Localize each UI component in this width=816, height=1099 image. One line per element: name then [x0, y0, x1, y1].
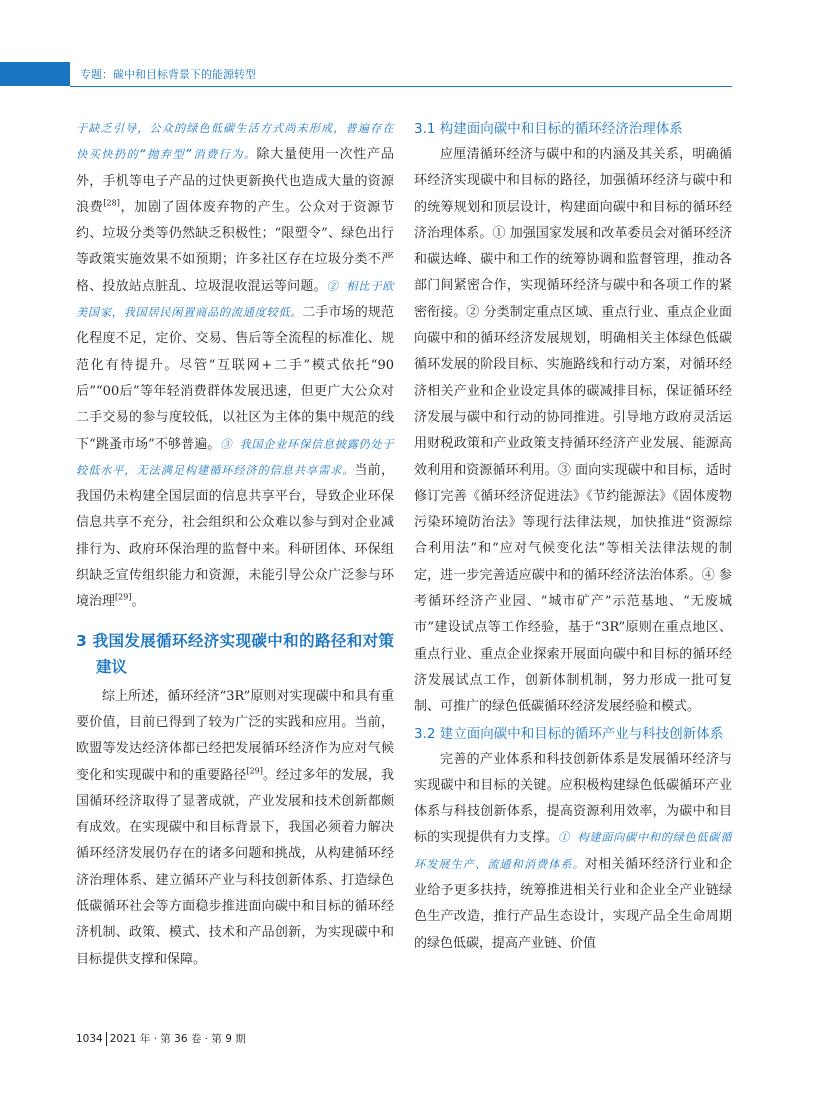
right-column — [414, 116, 732, 957]
highlighted-text: ① 构建面向碳中和的绿色低碳循环发展生产、流通和消费体系。 — [414, 831, 732, 871]
body-text: 。经过多年的发展，我国循环经济取得了显著成就，产业发展和技术创新都颇有成效。在实现碳中和目标背景下，我国必须着力解决循环经济发展仍存在的诸多问题和挑战，从构建循环经济治理体系、建立循环产业与科技创新体系、打造绿色低碳循环社会等方面稳步推进面向碳中和目标的循环经济机制、政策、模式、技术和产品创新，为实现碳中和目标提供支撑和保障。 — [76, 767, 394, 967]
citation-ref: [29] — [115, 593, 132, 603]
body-text: 。 — [131, 594, 145, 610]
header-rule — [70, 86, 732, 87]
citation-ref: [28] — [103, 198, 120, 208]
header-title: 专题：碳中和目标背景下的能源转型 — [80, 68, 256, 81]
section-heading: 3 我国发展循环经济实现碳中和的路径和对策建议 — [76, 631, 394, 676]
highlighted-text: ② 相比于欧美国家，我国居民闲置商品的流通度较低。 — [76, 279, 394, 320]
page-footer — [76, 1031, 246, 1046]
paragraph — [76, 684, 394, 973]
body-text: 完善的产业体系和科技创新体系是发展循环经济与实现碳中和目标的关键。应积极构建绿色低碳循环产业体系与科技创新体系，提高资源利用效率，为碳中和目标的实现提供有力支撑。 — [414, 751, 732, 846]
body-text: 二手市场的规范化程度不足，定价、交易、售后等全流程的标准化、规范化有待提升。尽管“互联网+二手”模式依托“90后”“00后”等年轻消费群体发展迅速，但更广大公众对二手交易的参与度较低，以社区为主体的集中规范的线下“跳蚤市场”不够普遍。 — [76, 305, 394, 452]
subsection-heading: 3.2 建立面向碳中和目标的循环产业与科技创新体系 — [414, 725, 724, 742]
subsection-heading: 3.1 构建面向碳中和目标的循环经济治理体系 — [414, 121, 683, 137]
body-text: 综上所述，循环经济“3R”原则对实现碳中和具有重要价值，目前已得到了较为广泛的实践和应用。当前，欧盟等发达经济体都已经把发展循环经济作为应对气候变化和实现碳中和的重要路径 — [76, 688, 394, 783]
header-accent-bar — [0, 62, 70, 86]
body-text: 当前，我国仍未构建全国层面的信息共享平台，导致企业环保信息共享不充分，社会组织和公众难以参与到对企业减排行为、政府环保治理的监督中来。科研团体、环保组织缺乏宣传组织能力和资源，未能引导公众广泛参与环境治理 — [76, 462, 394, 610]
paragraph — [76, 116, 394, 616]
paragraph — [414, 142, 732, 721]
highlighted-text: 于缺乏引导，公众的绿色低碳生活方式尚未形成，普遍存在快买快扔的“抛弃型”消费行为。 — [76, 122, 394, 162]
body-text: 应厘清循环经济与碳中和的内涵及其关系，明确循环经济实现碳中和目标的路径，加强循环经济与碳中和的统筹规划和顶层设计，构建面向碳中和目标的循环经济治理体系。① 加强国家发展和改革委员会对循环经济和碳达峰、碳中和工作的统筹协调和监督管理，推动各部门间紧密合作，实现循环经济与碳中和各项工作的紧密衔接。② 分类制定重点区域、重点行业、重点企业面向碳中和的循环经济发展规划，明确相关主体绿色低碳循环发展的阶段目标、实施路线和行动方案，对循环经济相关产业和企业设定具体的碳减排目标，保证循环经济发展与碳中和行动的协同推进。引导地方政府灵活运用财税政策和产业政策支持循环经济产业发展、能源高效利用和资源循环利用。③ 面向实现碳中和目标，适时修订完善《循环经济促进法》《节约能源法》《固体废物污染环境防治法》等现行法律法规，加快推进“资源综合利用法”和“应对气候变化法”等相关法律法规的制定，进一步完善适应碳中和的循环经济法治体系。④ 参考循环经济产业园、“城市矿产”示范基地、“无废城市”建设试点等工作经验，基于“3R”原则在重点地区、重点行业、重点企业探索开展面向碳中和目标的循环经济发展试点工作，创新体制机制，努力形成一批可复制、可推广的绿色低碳循环经济发展经验和模式。 — [414, 147, 732, 715]
issue-info: 2021 年 · 第 36 卷 · 第 9 期 — [109, 1033, 246, 1045]
highlighted-text: ③ 我国企业环保信息披露仍处于较低水平，无法满足构建循环经济的信息共享需求。 — [76, 437, 394, 477]
body-text: ，加剧了固体废弃物的产生。公众对于资源节约、垃圾分类等仍然缺乏积极性；“限塑令”、绿色出行等政策实施效果不如预期；许多社区存在垃圾分类不严格、投放站点脏乱、垃圾混收混运等问题。 — [76, 199, 394, 294]
footer-divider — [106, 1032, 107, 1046]
paragraph — [414, 747, 732, 957]
body-text: 对相关循环经济行业和企业给予更多扶持，统筹推进相关行业和企业全产业链绿色生产改造，推行产品生态设计，实现产品全生命周期的绿色低碳，提高产业链、价值 — [414, 856, 732, 951]
left-column — [76, 116, 394, 973]
page-number: 1034 — [76, 1032, 103, 1045]
citation-ref: [29] — [246, 766, 263, 776]
body-text: 除大量使用一次性产品外，手机等电子产品的过快更新换代也造成大量的资源浪费 — [76, 147, 394, 215]
